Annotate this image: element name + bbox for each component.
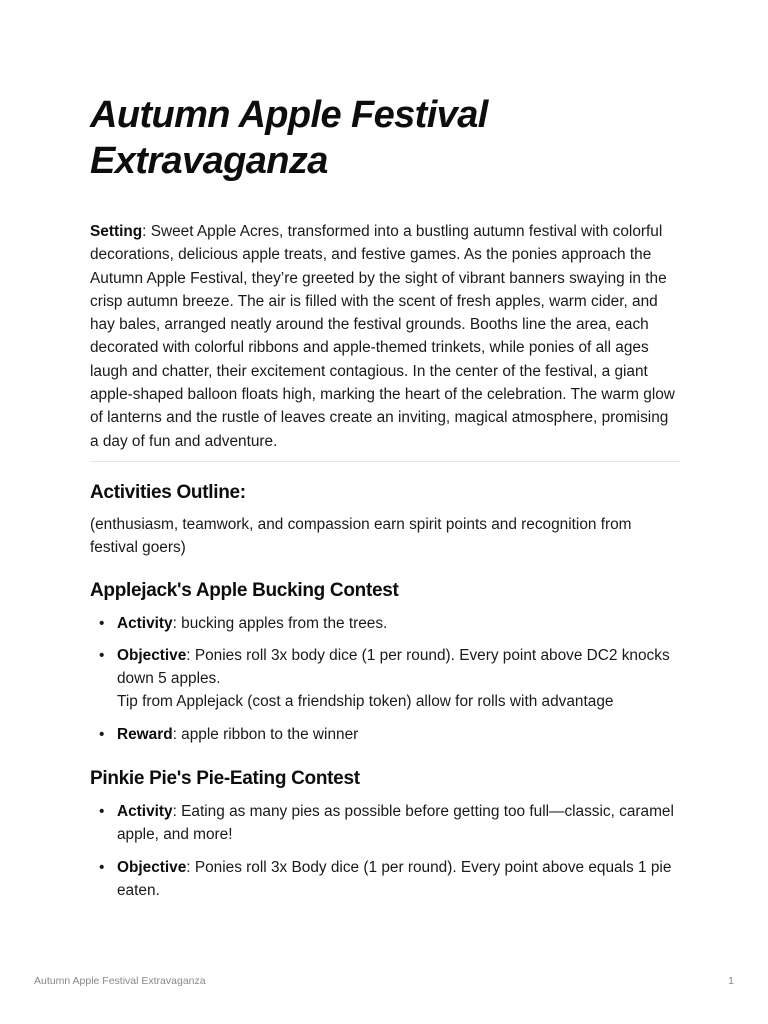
item-tip: Tip from Applejack (cost a friendship token) allow for rolls with advantage	[117, 693, 614, 711]
item-label: Activity	[117, 614, 173, 632]
activities-outline-heading: Activities Outline:	[90, 481, 246, 503]
bullet-icon: •	[99, 803, 105, 821]
item-text: : bucking apples from the trees.	[172, 614, 388, 632]
item-text: : apple ribbon to the winner	[172, 725, 359, 743]
item-text: : Eating as many pies as possible before getting too full—classic, caramel apple, and more!	[117, 803, 674, 844]
bullet-icon: •	[99, 614, 105, 632]
setting-label: Setting	[90, 223, 143, 240]
bullet-icon: •	[99, 646, 105, 664]
pinkie-contest-heading: Pinkie Pie's Pie-Eating Contest	[90, 768, 360, 790]
document-page	[90, 92, 680, 911]
list-item	[99, 612, 680, 635]
pinkie-contest-list	[90, 800, 680, 902]
applejack-contest-heading: Applejack's Apple Bucking Contest	[90, 579, 399, 601]
item-text: : Ponies roll 3x Body dice (1 per round). Every point above equals 1 pie eaten.	[117, 858, 672, 899]
list-item	[99, 800, 680, 847]
item-label: Activity	[117, 803, 173, 821]
item-label: Objective	[117, 646, 187, 664]
setting-paragraph	[90, 220, 680, 453]
section-divider	[90, 461, 680, 462]
setting-text: : Sweet Apple Acres, transformed into a bustling autumn festival with colorful decorations, delicious apple treats, and festive games. As the ponies approach the Autumn Apple Festival, they’re greeted by the sight of vibrant banners swaying in the crisp autumn breeze. The air is filled with the scent of fresh apples, warm cider, and hay bales, arranged neatly around the festival grounds. Booths line the area, each decorated with colorful ribbons and apple-themed trinkets, while ponies of all ages laugh and chatter, their excitement contagious. In the center of the festival, a giant apple-shaped balloon floats high, marking the heart of the celebration. The warm glow of lanterns and the rustle of leaves create an inviting, magical atmosphere, promising a day of fun and adventure.	[90, 223, 675, 450]
item-label: Reward	[117, 725, 173, 743]
applejack-contest-list	[90, 612, 680, 746]
bullet-icon: •	[99, 858, 105, 876]
list-item	[99, 723, 680, 746]
footer-title: Autumn Apple Festival Extravaganza	[34, 975, 206, 987]
footer-page-number: 1	[728, 975, 734, 987]
item-label: Objective	[117, 858, 187, 876]
list-item	[99, 856, 680, 903]
list-item	[99, 644, 680, 714]
bullet-icon: •	[99, 725, 105, 743]
item-text: : Ponies roll 3x body dice (1 per round). Every point above DC2 knocks down 5 apples.	[117, 646, 670, 688]
activities-outline-note: (enthusiasm, teamwork, and compassion earn spirit points and recognition from festival goers)	[90, 515, 632, 557]
document-title: Autumn Apple Festival Extravaganza	[90, 94, 488, 182]
